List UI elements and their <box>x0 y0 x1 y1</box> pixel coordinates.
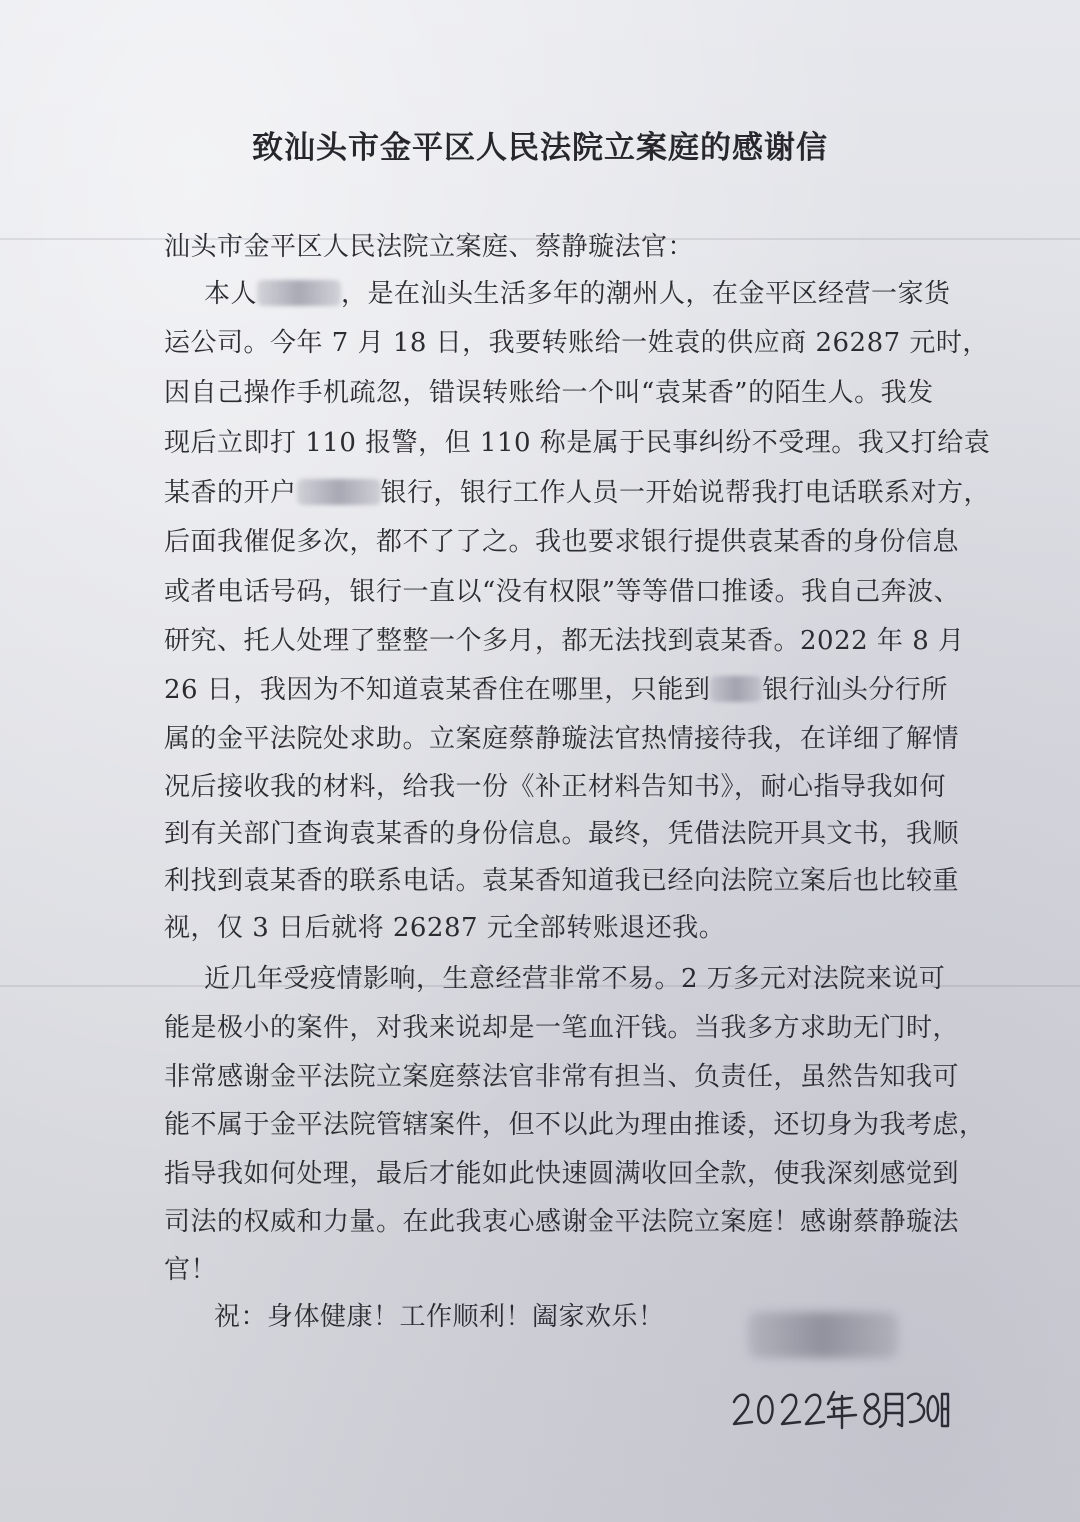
para2-line6: 司法的权威和力量。在此我衷心感谢金平法院立案庭！感谢蔡静璇法 <box>164 1207 960 1237</box>
para2-line4: 能不属于金平法院管辖案件，但不以此为理由推诿，还切身为我考虑， <box>164 1110 986 1140</box>
para1-line10: 属的金平法院处求助。立案庭蔡静璇法官热情接待我，在详细了解情 <box>164 724 960 754</box>
para1-line5-end: 银行，银行工作人员一开始说帮我打电话联系对方， <box>380 478 991 508</box>
redacted-bank-blur <box>710 676 762 702</box>
para2-line2: 能是极小的案件，对我来说却是一笔血汗钱。当我多方求助无门时， <box>164 1013 960 1043</box>
letter-title: 致汕头市金平区人民法院立案庭的感谢信 <box>252 130 828 166</box>
para1-line7: 或者电话号码，银行一直以“没有权限”等等借口推诿。我自己奔波、 <box>164 577 961 607</box>
para1-line9-start: 26 日，我因为不知道袁某香住在哪里，只能到 <box>164 675 711 705</box>
para2-line3: 非常感谢金平法院立案庭蔡法官非常有担当、负责任，虽然告知我可 <box>164 1062 960 1092</box>
para2-line7: 官！ <box>164 1255 218 1285</box>
para1-line3: 因自己操作手机疏忽，错误转账给一个叫“袁某香”的陌生人。我发 <box>164 378 934 408</box>
closing-wishes: 祝：身体健康！工作顺利！阖家欢乐！ <box>214 1302 665 1332</box>
para1-line2: 运公司。今年 7 月 18 日，我要转账给一姓袁的供应商 26287 元时， <box>164 328 989 358</box>
para1-line6: 后面我催促多次，都不了了之。我也要求银行提供袁某香的身份信息 <box>164 527 960 557</box>
para1-line8: 研究、托人处理了整整一个多月，都无法找到袁某香。2022 年 8 月 <box>164 626 965 656</box>
para1-line1-end: ，是在汕头生活多年的潮州人，在金平区经营一家货 <box>341 279 951 309</box>
para1-line1 <box>204 273 951 310</box>
salutation: 汕头市金平区人民法院立案庭、蔡静璇法官： <box>164 232 695 262</box>
para1-line12: 到有关部门查询袁某香的身份信息。最终，凭借法院开具文书，我顺 <box>164 819 960 849</box>
para1-line5 <box>164 472 990 509</box>
para1-line14: 视，仅 3 日后就将 26287 元全部转账退还我。 <box>164 913 726 943</box>
para1-line5-start: 某香的开户 <box>164 478 297 508</box>
para1-line9 <box>164 669 948 706</box>
redacted-signature-blur <box>748 1312 898 1358</box>
para1-line1-start: 本人 <box>204 279 258 309</box>
para2-line5: 指导我如何处理，最后才能如此快速圆满收回全款，使我深刻感觉到 <box>164 1159 960 1189</box>
para1-line11: 况后接收我的材料，给我一份《补正材料告知书》，耐心指导我如何 <box>164 772 947 802</box>
handwritten-date-signature <box>730 1382 950 1430</box>
para2-line1: 近几年受疫情影响，生意经营非常不易。2 万多元对法院来说可 <box>204 964 946 994</box>
para1-line13: 利找到袁某香的联系电话。袁某香知道我已经向法院立案后也比较重 <box>164 866 960 896</box>
redacted-bank-blur <box>297 479 381 505</box>
redacted-name-blur <box>257 280 341 306</box>
para1-line4: 现后立即打 110 报警，但 110 称是属于民事纠纷不受理。我又打给袁 <box>164 428 991 458</box>
para1-line9-end: 银行汕头分行所 <box>762 675 948 705</box>
